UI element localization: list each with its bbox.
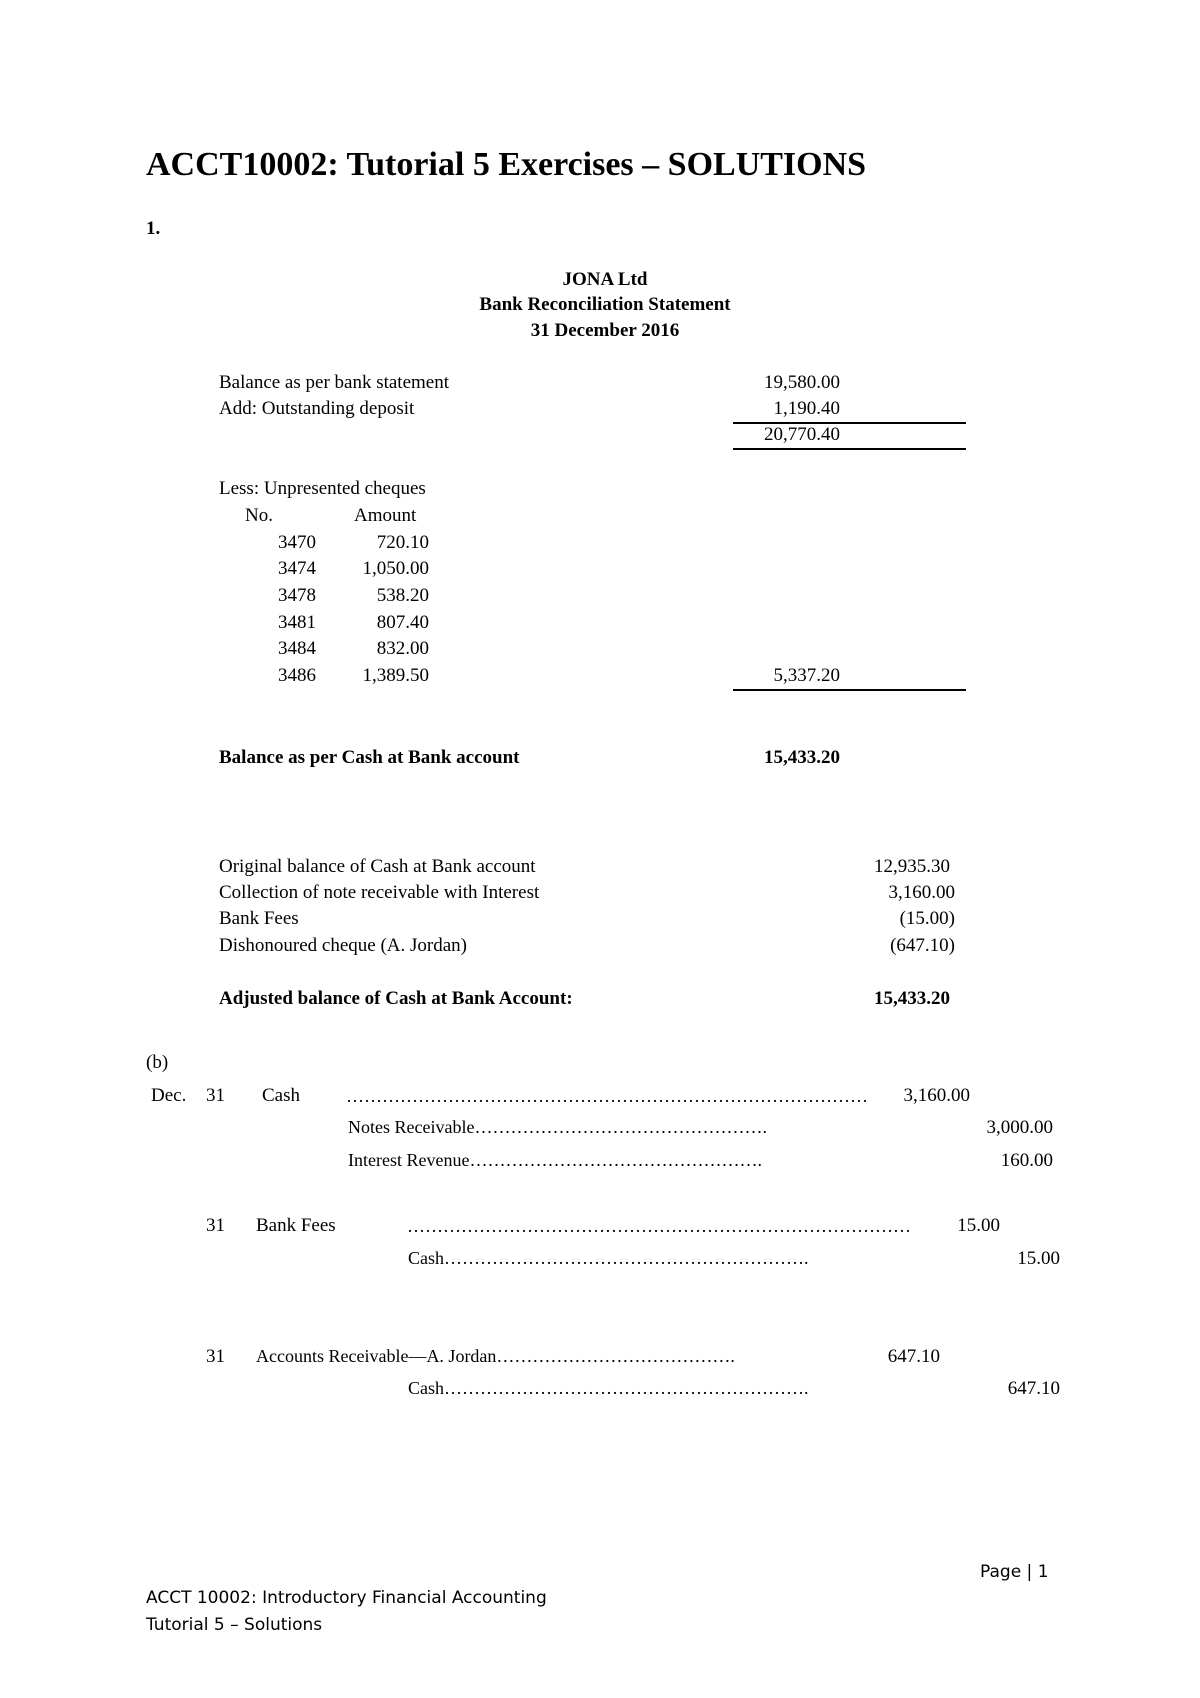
page-title: ACCT10002: Tutorial 5 Exercises – SOLUTIONS bbox=[146, 146, 867, 183]
journal-credit-account: Cash……………………………………………………. bbox=[408, 1378, 809, 1398]
adjusted-balance-value: 15,433.20 bbox=[874, 988, 950, 1009]
adjustment-label: Bank Fees bbox=[219, 908, 299, 929]
journal-credit-amount: 15.00 bbox=[1017, 1248, 1060, 1269]
journal-debit-amount: 647.10 bbox=[887, 1346, 940, 1367]
journal-day: 31 bbox=[206, 1085, 225, 1106]
journal-debit-amount: 3,160.00 bbox=[903, 1085, 970, 1106]
cheque-amount: 1,389.50 bbox=[362, 665, 429, 686]
adjusted-balance-label: Adjusted balance of Cash at Bank Account: bbox=[219, 988, 573, 1009]
adjustment-label: Dishonoured cheque (A. Jordan) bbox=[219, 935, 467, 956]
cheque-amount: 1,050.00 bbox=[362, 558, 429, 579]
statement-date: 31 December 2016 bbox=[530, 320, 680, 341]
cheque-number: 3486 bbox=[278, 665, 316, 686]
adjustment-value: (15.00) bbox=[899, 908, 955, 929]
footer-tutorial: Tutorial 5 – Solutions bbox=[146, 1615, 323, 1635]
cheque-amount: 832.00 bbox=[376, 638, 429, 659]
adjustment-label: Collection of note receivable with Interest bbox=[219, 882, 540, 903]
cheques-total-rule bbox=[733, 689, 966, 691]
journal-credit-account: Cash……………………………………………………. bbox=[408, 1248, 809, 1268]
unpresented-label: Less: Unpresented cheques bbox=[219, 478, 426, 499]
cheque-amount: 807.40 bbox=[376, 612, 429, 633]
journal-leader-dots: ………………………………………………………………………… bbox=[407, 1216, 911, 1236]
bank-balance-label: Balance as per bank statement bbox=[219, 372, 450, 393]
journal-credit-amount: 3,000.00 bbox=[986, 1117, 1053, 1138]
journal-debit-amount: 15.00 bbox=[957, 1215, 1000, 1236]
bank-balance-value: 19,580.00 bbox=[764, 372, 840, 393]
journal-month: Dec. bbox=[151, 1085, 187, 1106]
adjustment-value: 12,935.30 bbox=[874, 856, 950, 877]
journal-debit-account: Cash bbox=[262, 1085, 300, 1106]
journal-debit-account: Accounts Receivable—A. Jordan…………………………………. bbox=[256, 1346, 735, 1366]
part-b-label: (b) bbox=[146, 1052, 169, 1073]
cheque-amount: 538.20 bbox=[376, 585, 429, 606]
journal-credit-amount: 160.00 bbox=[1000, 1150, 1053, 1171]
journal-credit-account: Interest Revenue…………………………………………. bbox=[348, 1150, 762, 1170]
page-number: Page | 1 bbox=[980, 1562, 1049, 1582]
journal-day: 31 bbox=[206, 1215, 225, 1236]
cheque-amount-header: Amount bbox=[354, 505, 417, 526]
cheque-number: 3478 bbox=[278, 585, 316, 606]
company-name: JONA Ltd bbox=[562, 269, 648, 290]
cheque-number: 3481 bbox=[278, 612, 316, 633]
cheque-no-header: No. bbox=[245, 505, 273, 526]
journal-leader-dots: …………………………………………………………………………… bbox=[346, 1086, 868, 1106]
question-number: 1. bbox=[146, 218, 161, 239]
statement-title: Bank Reconciliation Statement bbox=[479, 294, 731, 315]
outstanding-deposit-label: Add: Outstanding deposit bbox=[219, 398, 415, 419]
cheque-number: 3484 bbox=[278, 638, 316, 659]
footer-course: ACCT 10002: Introductory Financial Accounting bbox=[146, 1588, 547, 1608]
journal-credit-account: Notes Receivable…………………………………………. bbox=[348, 1117, 767, 1137]
journal-credit-amount: 647.10 bbox=[1007, 1378, 1060, 1399]
cheques-total: 5,337.20 bbox=[773, 665, 840, 686]
cheque-number: 3474 bbox=[278, 558, 316, 579]
journal-day: 31 bbox=[206, 1346, 225, 1367]
cash-balance-value: 15,433.20 bbox=[764, 747, 840, 768]
outstanding-deposit-value: 1,190.40 bbox=[773, 398, 840, 419]
cheque-number: 3470 bbox=[278, 532, 316, 553]
subtotal-rule-bottom bbox=[733, 448, 966, 450]
cheque-amount: 720.10 bbox=[376, 532, 429, 553]
adjustment-value: (647.10) bbox=[890, 935, 955, 956]
adjustment-label: Original balance of Cash at Bank account bbox=[219, 856, 536, 877]
cash-balance-label: Balance as per Cash at Bank account bbox=[219, 747, 520, 768]
journal-debit-account: Bank Fees bbox=[256, 1215, 336, 1236]
adjustment-value: 3,160.00 bbox=[888, 882, 955, 903]
subtotal-value: 20,770.40 bbox=[764, 424, 840, 445]
